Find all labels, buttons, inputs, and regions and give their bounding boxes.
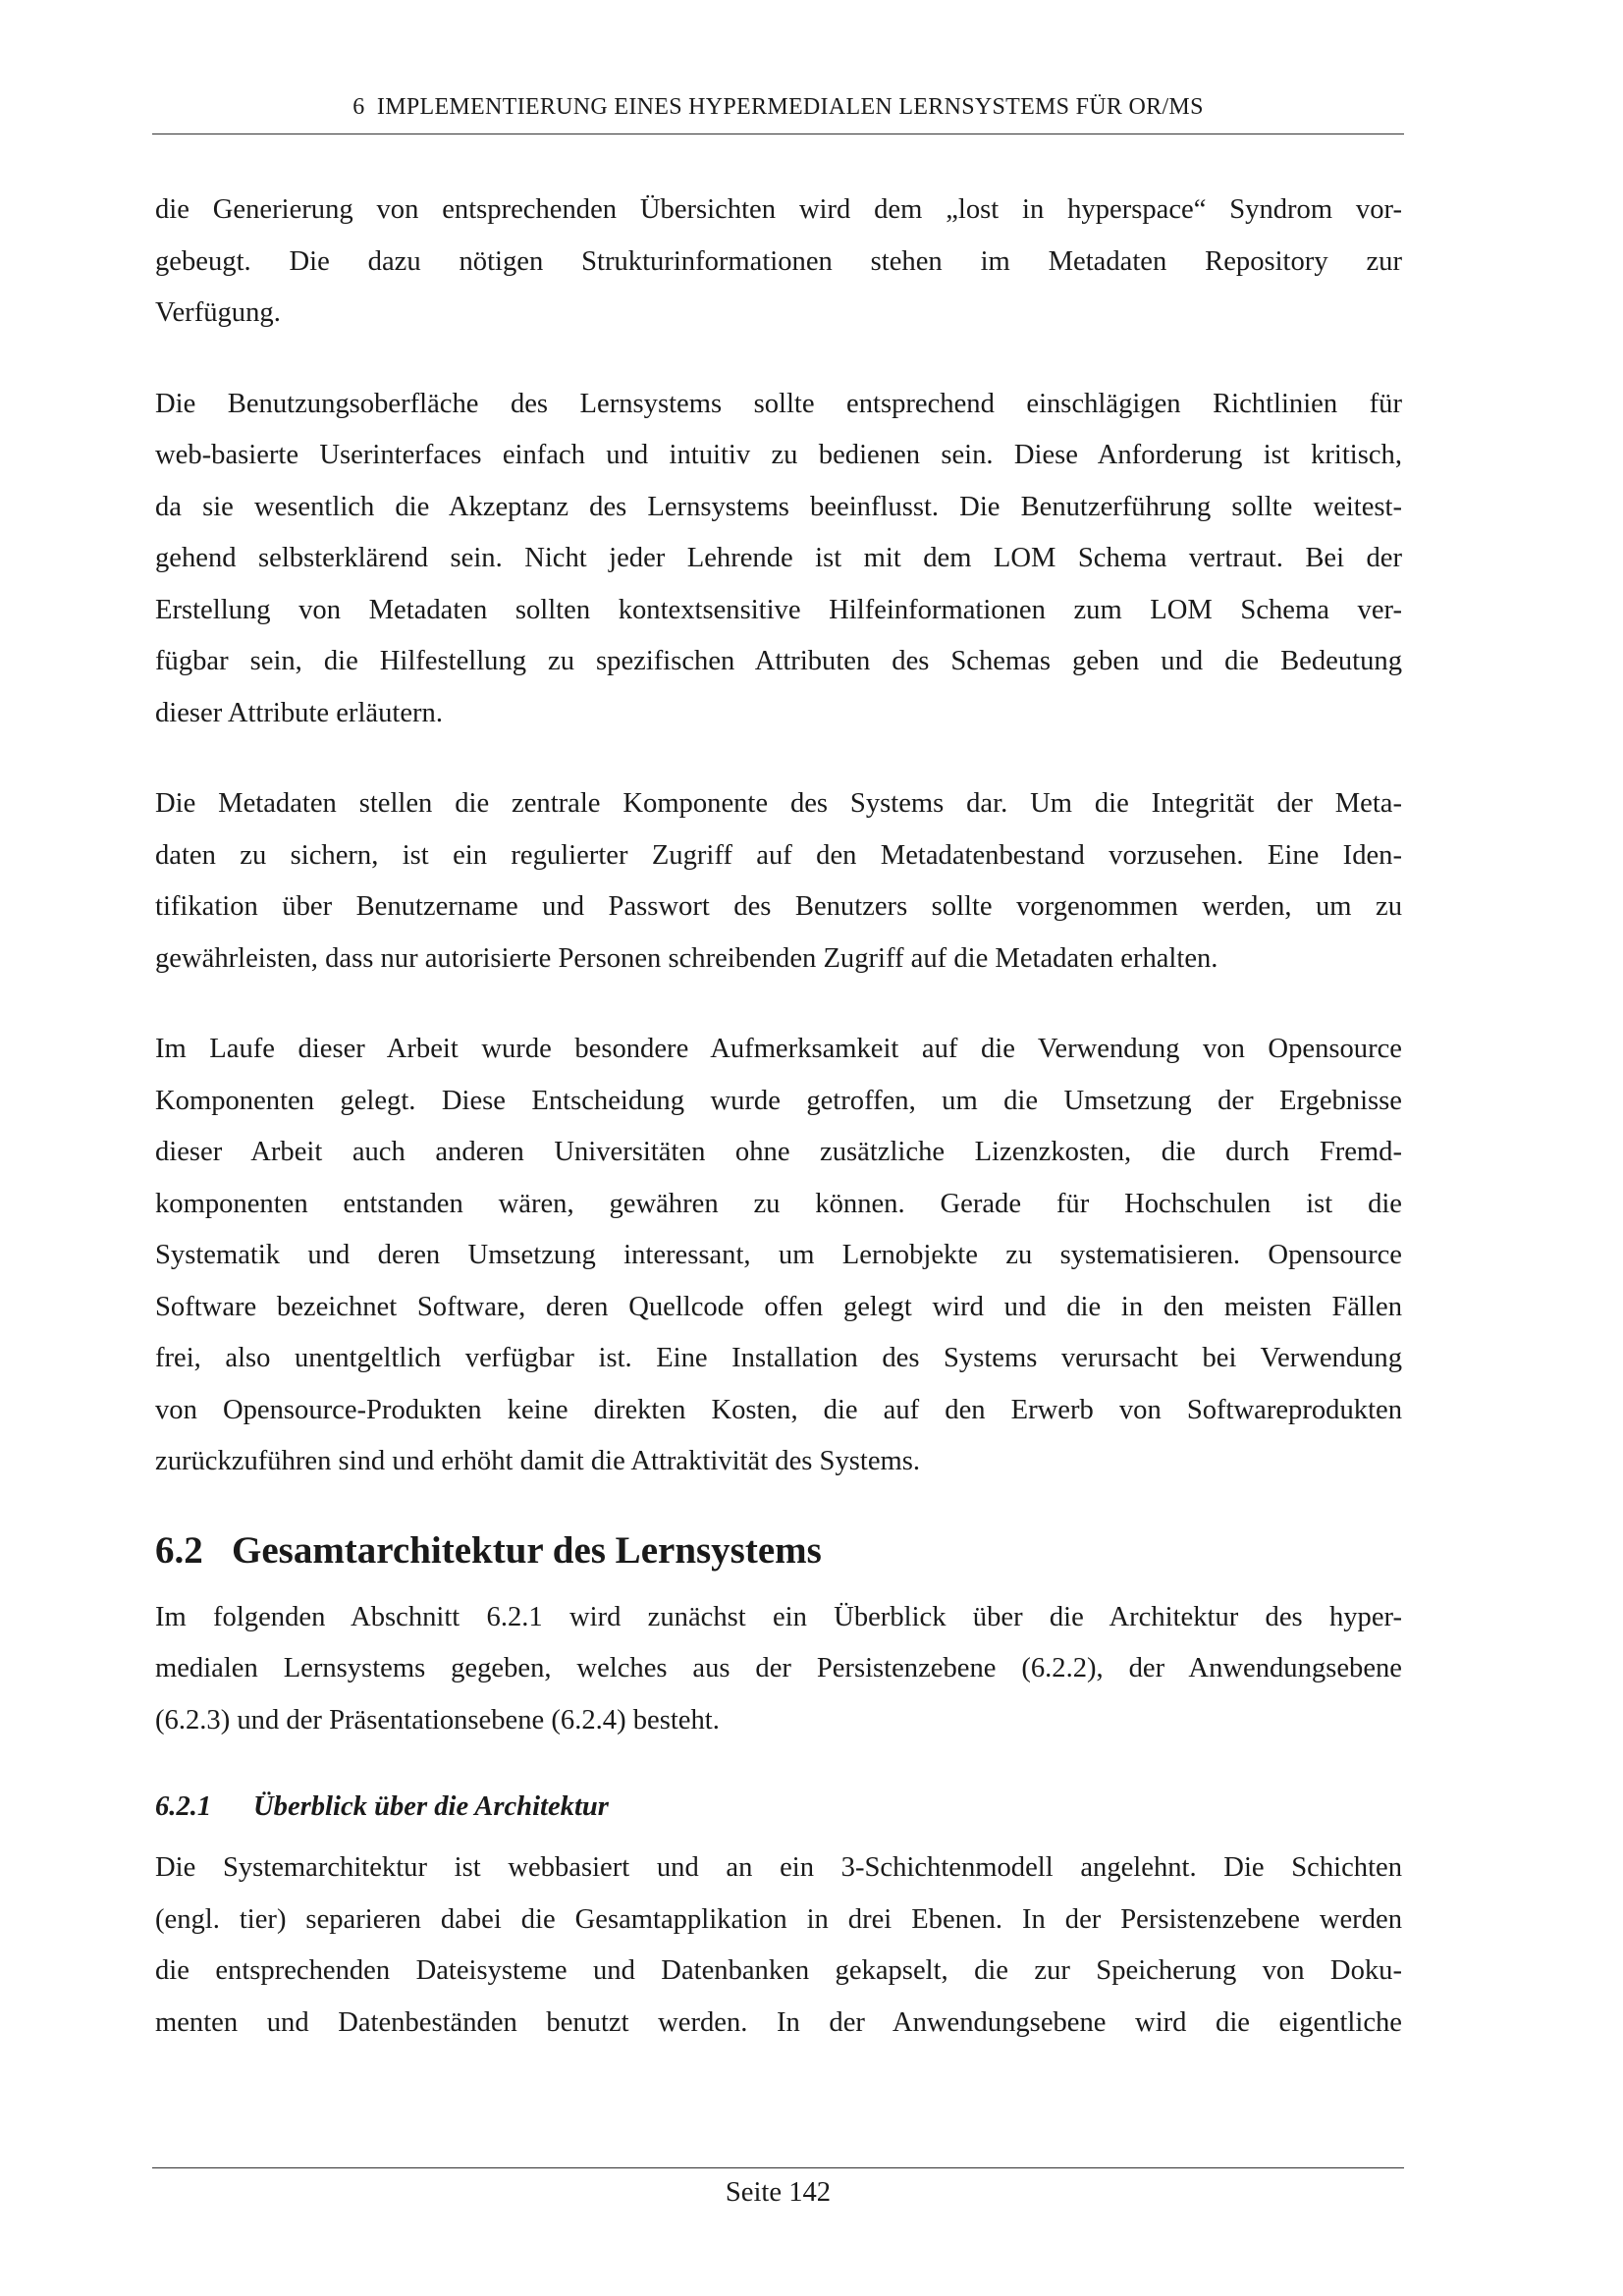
text-line: dieser Arbeit auch anderen Universitäten ohne zusätzliche Lizenzkosten, die durch Fremd-: [155, 1137, 1402, 1167]
text-line: die Generierung von entsprechenden Übersichten wird dem „lost in hyperspace“ Syndrom vor-: [155, 194, 1402, 225]
text-line: Erstellung von Metadaten sollten kontextsensitive Hilfeinformationen zum LOM Schema ver-: [155, 594, 1402, 625]
text-line: Systematik und deren Umsetzung interessant, um Lernobjekte zu systematisieren. Opensource: [155, 1240, 1402, 1270]
text-line: dieser Attribute erläutern.: [155, 697, 443, 728]
text-line: tifikation über Benutzername und Passwort des Benutzers sollte vorgenommen werden, um zu: [155, 891, 1402, 922]
text-line: Komponenten gelegt. Diese Entscheidung wurde getroffen, um die Umsetzung der Ergebnisse: [155, 1085, 1402, 1116]
text-line: komponenten entstanden wären, gewähren zu können. Gerade für Hochschulen ist die: [155, 1188, 1402, 1219]
text-line: Im folgenden Abschnitt 6.2.1 wird zunächst ein Überblick über die Architektur des hyper-: [155, 1601, 1402, 1632]
section-heading: [155, 1527, 1402, 1575]
running-header: [152, 94, 1404, 121]
header-chapter-title: IMPLEMENTIERUNG EINES HYPERMEDIALEN LERNSYSTEMS FÜR OR/MS: [376, 94, 1204, 120]
text-line: (6.2.3) und der Präsentationsebene (6.2.4) besteht.: [155, 1704, 720, 1735]
paragraph-2: [155, 379, 1402, 740]
section-intro: [155, 1592, 1402, 1747]
subsection-number: 6.2.1: [155, 1791, 212, 1822]
header-chapter-number: 6: [352, 94, 365, 120]
text-line: web-basierte Userinterfaces einfach und intuitiv zu bedienen sein. Diese Anforderung ist kritisch,: [155, 440, 1402, 470]
text-line: gewährleisten, dass nur autorisierte Personen schreibenden Zugriff auf die Metadaten erhalten.: [155, 942, 1218, 974]
section-number: 6.2: [155, 1528, 203, 1572]
paragraph-1: [155, 185, 1402, 340]
text-line: Die Metadaten stellen die zentrale Komponente des Systems dar. Um die Integrität der Meta-: [155, 788, 1402, 819]
text-line: Verfügung.: [155, 297, 281, 328]
footer-rule: [152, 2167, 1404, 2168]
text-line: Im Laufe dieser Arbeit wurde besondere Aufmerksamkeit auf die Verwendung von Opensource: [155, 1034, 1402, 1064]
subsection-heading: [155, 1786, 1402, 1829]
text-line: fügbar sein, die Hilfestellung zu spezifischen Attributen des Schemas geben und die Bedeutung: [155, 646, 1402, 676]
subsection-title: Überblick über die Architektur: [253, 1791, 609, 1822]
subsection-paragraph: [155, 1842, 1402, 2049]
page-body: [155, 185, 1402, 2088]
header-rule: [152, 133, 1404, 134]
text-line: gehend selbsterklärend sein. Nicht jeder Lehrende ist mit dem LOM Schema vertraut. Bei der: [155, 543, 1402, 573]
text-line: da sie wesentlich die Akzeptanz des Lernsystems beeinflusst. Die Benutzerführung sollte weitest-: [155, 491, 1402, 522]
text-line: die entsprechenden Dateisysteme und Datenbanken gekapselt, die zur Speicherung von Doku-: [155, 1955, 1402, 1986]
text-line: Die Benutzungsoberfläche des Lernsystems sollte entsprechend einschlägigen Richtlinien für: [155, 388, 1402, 419]
page-number: Seite 142: [725, 2177, 832, 2208]
text-line: medialen Lernsystems gegeben, welches aus der Persistenzebene (6.2.2), der Anwendungsebene: [155, 1653, 1402, 1683]
text-line: zurückzuführen sind und erhöht damit die Attraktivität des Systems.: [155, 1446, 921, 1476]
section-title: Gesamtarchitektur des Lernsystems: [232, 1528, 822, 1572]
text-line: frei, also unentgeltlich verfügbar ist. Eine Installation des Systems verursacht bei Verwendung: [155, 1343, 1402, 1373]
text-line: Software bezeichnet Software, deren Quellcode offen gelegt wird und die in den meisten Fällen: [155, 1291, 1402, 1322]
text-line: daten zu sichern, ist ein regulierter Zugriff auf den Metadatenbestand vorzusehen. Eine Iden-: [155, 839, 1402, 871]
text-line: gebeugt. Die dazu nötigen Strukturinformationen stehen im Metadaten Repository zur: [155, 245, 1402, 277]
paragraph-4: [155, 1024, 1402, 1488]
text-line: Die Systemarchitektur ist webbasiert und an ein 3-Schichtenmodell angelehnt. Die Schichten: [155, 1852, 1402, 1883]
text-line: (engl. tier) separieren dabei die Gesamtapplikation in drei Ebenen. In der Persistenzebene werden: [155, 1903, 1402, 1935]
text-line: von Opensource-Produkten keine direkten Kosten, die auf den Erwerb von Softwareprodukten: [155, 1394, 1402, 1425]
paragraph-3: [155, 778, 1402, 985]
text-line: menten und Datenbeständen benutzt werden. In der Anwendungsebene wird die eigentliche: [155, 2006, 1402, 2038]
